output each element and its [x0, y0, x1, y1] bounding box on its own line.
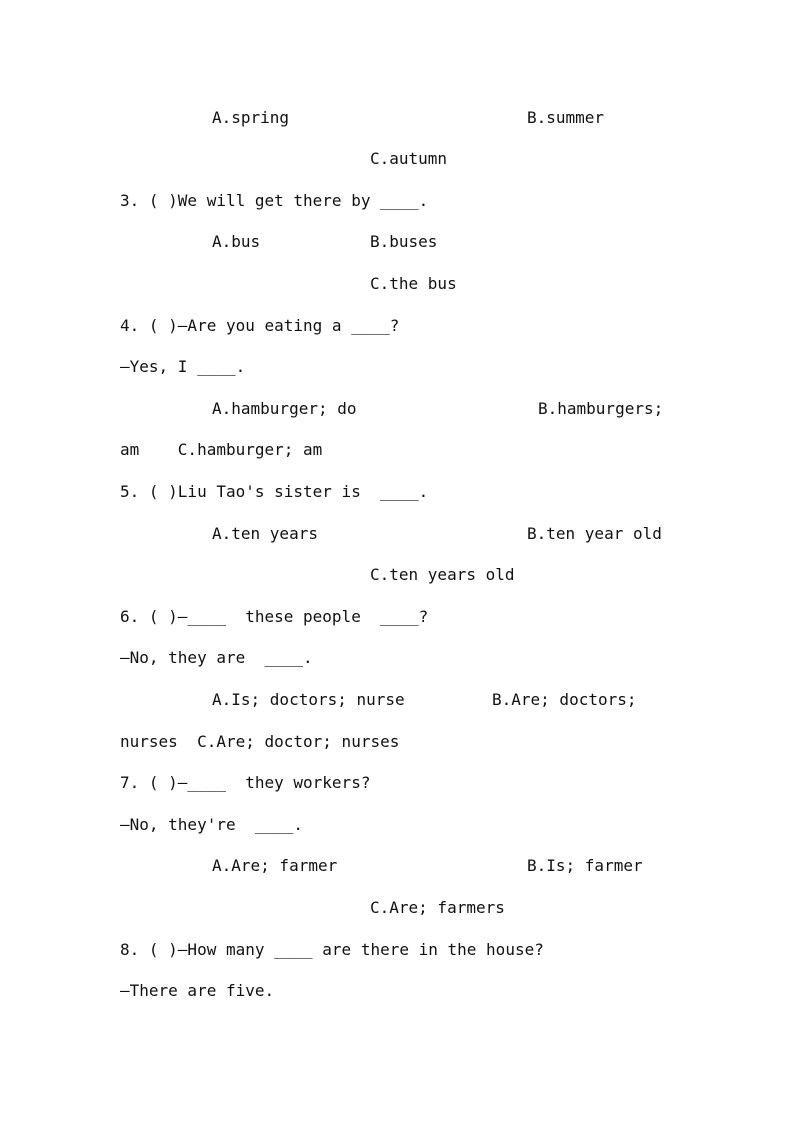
q4-answer-line: —Yes, I ____.	[120, 357, 246, 376]
q5-option-c: C.ten years old	[370, 565, 515, 584]
q6-answer-line: —No, they are ____.	[120, 648, 313, 667]
q3-option-a: A.bus	[212, 232, 261, 251]
q4-question: 4. ( )—Are you eating a ____?	[120, 316, 400, 335]
q6-option-a: A.Is; doctors; nurse	[212, 690, 405, 709]
q3-option-b: B.buses	[370, 232, 438, 251]
q2-option-a: A.spring	[212, 108, 290, 127]
q3-question: 3. ( )We will get there by ____.	[120, 191, 429, 210]
q4-option-a: A.hamburger; do	[212, 399, 357, 418]
q7-option-c: C.Are; farmers	[370, 898, 505, 917]
q7-answer-line: —No, they're ____.	[120, 815, 304, 834]
q4-option-b: B.hamburgers;	[538, 399, 664, 418]
q7-question: 7. ( )—____ they workers?	[120, 773, 371, 792]
q8-answer-line: —There are five.	[120, 981, 275, 1000]
q7-option-a: A.Are; farmer	[212, 856, 338, 875]
q8-question: 8. ( )—How many ____ are there in the house?	[120, 940, 544, 959]
q6-question: 6. ( )—____ these people ____?	[120, 607, 429, 626]
q5-option-b: B.ten year old	[527, 524, 662, 543]
q2-option-b: B.summer	[527, 108, 605, 127]
q2-option-c: C.autumn	[370, 149, 448, 168]
q7-option-b: B.Is; farmer	[527, 856, 643, 875]
q6-option-c: nurses C.Are; doctor; nurses	[120, 732, 400, 751]
q6-option-b: B.Are; doctors;	[492, 690, 637, 709]
q5-question: 5. ( )Liu Tao's sister is ____.	[120, 482, 429, 501]
q3-option-c: C.the bus	[370, 274, 457, 293]
q5-option-a: A.ten years	[212, 524, 318, 543]
q4-option-c: am C.hamburger; am	[120, 440, 323, 459]
